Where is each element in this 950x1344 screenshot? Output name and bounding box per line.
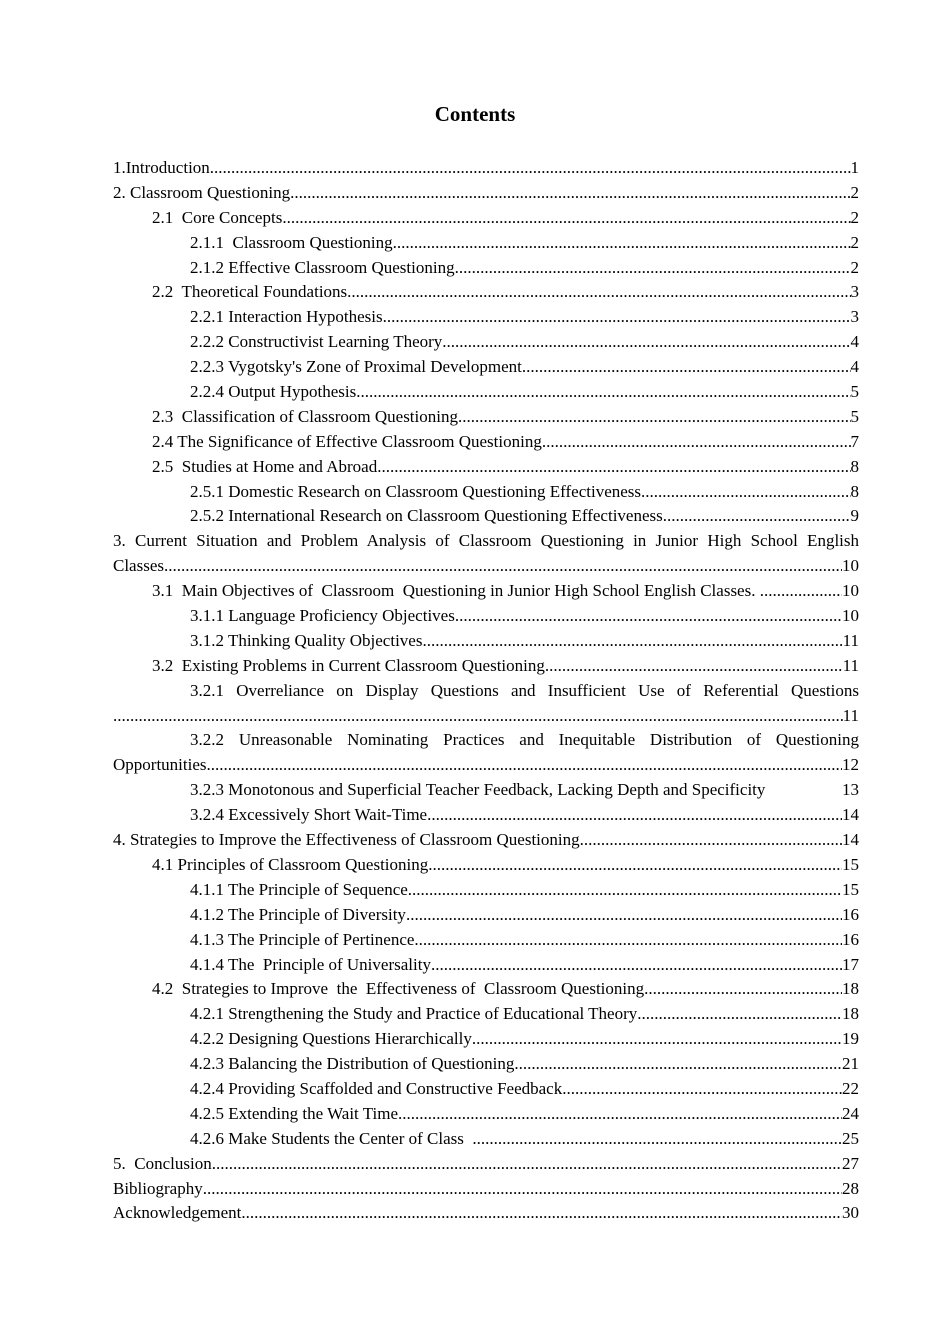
toc-dot-leader (241, 1201, 842, 1226)
toc-dot-leader (428, 853, 842, 878)
toc-page-number: 18 (842, 979, 859, 999)
toc-dot-leader (472, 1127, 842, 1152)
toc-dot-leader (393, 231, 851, 256)
toc-entry-title: 2. Classroom Questioning (113, 182, 291, 202)
toc-entry-title: 3.2.1 Overreliance on Display Questions and Insufficient Use of Referential Questions (190, 680, 859, 700)
toc-page-number: 5 (850, 406, 859, 426)
toc-dot-leader (455, 256, 851, 281)
toc-entry[interactable] (113, 928, 859, 953)
toc-entry-title: 3.1.1 Language Proficiency Objectives (190, 606, 455, 626)
toc-page-number: 4 (850, 357, 859, 377)
toc-entry[interactable] (113, 828, 859, 853)
toc-entry-title: Opportunities (113, 755, 207, 775)
toc-dot-leader (514, 1052, 842, 1077)
toc-dot-leader (542, 430, 851, 455)
toc-entry[interactable] (113, 853, 859, 878)
toc-entry[interactable] (113, 231, 859, 256)
toc-entry-title: 2.5.1 Domestic Research on Classroom Questioning Effectiveness (190, 481, 642, 501)
toc-entry[interactable] (113, 355, 859, 380)
toc-entry[interactable] (113, 1177, 859, 1202)
toc-entry-title: 2.4 The Significance of Effective Classroom Questioning (152, 431, 542, 451)
toc-dot-leader (641, 480, 850, 505)
toc-page-number: 11 (842, 655, 859, 675)
toc-entry-title: 2.1.1 Classroom Questioning (190, 232, 393, 252)
toc-page-number: 17 (842, 954, 859, 974)
toc-entry[interactable] (113, 803, 859, 828)
toc-entry[interactable] (113, 629, 859, 654)
toc-page-number: 1 (850, 158, 859, 177)
toc-entry[interactable] (113, 430, 859, 455)
toc-entry-title: 4.2 Strategies to Improve the Effectiveness of Classroom Questioning (152, 979, 645, 999)
toc-entry[interactable] (113, 554, 859, 579)
toc-dot-leader (383, 305, 851, 330)
toc-entry-title: 2.3 Classification of Classroom Questioning (152, 406, 458, 426)
toc-entry[interactable] (113, 878, 859, 903)
toc-page-number: 27 (842, 1153, 859, 1173)
toc-entry[interactable] (113, 156, 859, 181)
toc-page-number: 8 (850, 481, 859, 501)
toc-entry-title: 4.2.3 Balancing the Distribution of Questioning (190, 1054, 515, 1074)
toc-dot-leader (663, 504, 851, 529)
toc-entry[interactable] (113, 1052, 859, 1077)
toc-page-number: 19 (842, 1029, 859, 1049)
toc-entry-title: 1.Introduction (113, 158, 210, 177)
toc-dot-leader (545, 654, 843, 679)
toc-entry[interactable] (113, 728, 859, 753)
toc-page-number: 2 (850, 232, 859, 252)
toc-dot-leader (580, 828, 842, 853)
toc-entry[interactable] (113, 977, 859, 1002)
toc-dot-leader (207, 753, 843, 778)
toc-entry[interactable] (113, 529, 859, 554)
toc-page-number: 30 (842, 1203, 859, 1223)
toc-entry-title: 4.2.5 Extending the Wait Time (190, 1103, 398, 1123)
toc-page-number: 2 (850, 207, 859, 227)
toc-dot-leader (422, 629, 842, 654)
toc-entry-title: 2.2.1 Interaction Hypothesis (190, 307, 383, 327)
toc-entry-title: 3.1.2 Thinking Quality Objectives (190, 630, 423, 650)
toc-page-number: 2 (850, 257, 859, 277)
toc-entry-title: 5. Conclusion (113, 1153, 212, 1173)
toc-entry-title: 3.2.2 Unreasonable Nominating Practices and Inequitable Distribution of Questioning (190, 730, 859, 750)
toc-entry[interactable] (113, 654, 859, 679)
toc-page-number: 18 (842, 1004, 859, 1024)
toc-dot-leader (347, 280, 850, 305)
toc-entry[interactable] (113, 1077, 859, 1102)
toc-dot-leader (408, 878, 842, 903)
toc-page-number: 28 (842, 1178, 859, 1198)
toc-page-number: 2 (850, 182, 859, 202)
toc-page-number: 13 (842, 780, 859, 800)
toc-dot-leader (164, 554, 842, 579)
toc-dot-leader (562, 1077, 842, 1102)
toc-page-number: 9 (850, 506, 859, 526)
toc-entry-title: 4.1.2 The Principle of Diversity (190, 904, 406, 924)
toc-entry-title: 3.2.4 Excessively Short Wait-Time (190, 805, 428, 825)
toc-page-number: 10 (842, 581, 859, 601)
toc-entry[interactable] (113, 405, 859, 430)
toc-entry[interactable] (113, 1152, 859, 1177)
toc-page-number: 8 (850, 456, 859, 476)
toc-page-number: 15 (842, 879, 859, 899)
toc-entry-title: 2.1 Core Concepts (152, 207, 283, 227)
toc-dot-leader (282, 206, 850, 231)
toc-page-number: 15 (842, 854, 859, 874)
toc-entry[interactable] (113, 604, 859, 629)
toc-entry[interactable] (113, 953, 859, 978)
toc-dot-leader (427, 803, 842, 828)
toc-dot-leader (764, 579, 842, 604)
toc-dot-leader (414, 928, 842, 953)
toc-dot-leader (203, 1177, 842, 1202)
toc-entry[interactable] (113, 305, 859, 330)
toc-dot-leader (406, 903, 842, 928)
toc-entry-title: 4.1.4 The Principle of Universality (190, 954, 431, 974)
toc-entry-title: 3.2 Existing Problems in Current Classroom Questioning (152, 655, 545, 675)
toc-page-number: 10 (842, 606, 859, 626)
toc-entry[interactable] (113, 280, 859, 305)
toc-entry-title: 2.2 Theoretical Foundations (152, 282, 348, 302)
toc-entry[interactable] (113, 1201, 859, 1226)
toc-page-number: 3 (850, 282, 859, 302)
toc-dot-leader (377, 455, 850, 480)
toc-dot-leader (644, 977, 842, 1002)
toc-entry-title: 2.2.2 Constructivist Learning Theory (190, 332, 443, 352)
toc-entry-title: 4.1.3 The Principle of Pertinence (190, 929, 415, 949)
toc-entry[interactable] (113, 380, 859, 405)
toc-entry-title: Acknowledgement (113, 1203, 242, 1223)
toc-entry-title: 3.2.3 Monotonous and Superficial Teacher Feedback, Lacking Depth and Specificity (190, 780, 766, 800)
toc-dot-leader (398, 1102, 842, 1127)
toc-page-number: 10 (842, 556, 859, 576)
toc-page-number: 11 (842, 630, 859, 650)
toc-dot-leader (356, 380, 850, 405)
toc-entry[interactable] (113, 903, 859, 928)
toc-entry-title: 4.1.1 The Principle of Sequence (190, 879, 408, 899)
toc-entry[interactable] (113, 704, 859, 729)
toc-entry-title: 3. Current Situation and Problem Analysis of Classroom Questioning in Junior High School English (113, 531, 859, 551)
toc-entry[interactable] (113, 679, 859, 704)
toc-page-number: 16 (842, 904, 859, 924)
toc-dot-leader (522, 355, 851, 380)
toc-page-number: 11 (842, 705, 859, 725)
toc-entry[interactable] (113, 181, 859, 206)
toc-page-number: 3 (850, 307, 859, 327)
toc-page-number: 12 (842, 755, 859, 775)
toc-entry[interactable] (113, 330, 859, 355)
toc-entry-title: 4.2.4 Providing Scaffolded and Constructive Feedback (190, 1078, 563, 1098)
toc-entry-title: Classes (113, 556, 164, 576)
toc-page-number: 25 (842, 1128, 859, 1148)
toc-dot-leader (637, 1002, 842, 1027)
toc-dot-leader (458, 405, 851, 430)
toc-page-number: 7 (850, 431, 859, 451)
toc-entry-title: 2.5 Studies at Home and Abroad (152, 456, 378, 476)
toc-entry-title: 2.1.2 Effective Classroom Questioning (190, 257, 455, 277)
toc-entry[interactable] (113, 1002, 859, 1027)
toc-page-number: 16 (842, 929, 859, 949)
toc-entry[interactable] (113, 455, 859, 480)
toc-dot-leader (455, 604, 842, 629)
toc-entry-title: 2.2.4 Output Hypothesis (190, 382, 357, 402)
toc-entry[interactable] (113, 778, 859, 803)
toc-entry-title: 4.2.6 Make Students the Center of Class (190, 1128, 473, 1148)
toc-entry[interactable] (113, 1102, 859, 1127)
toc-dot-leader (472, 1027, 842, 1052)
page-title: Contents (434, 102, 516, 126)
toc-page-number: 4 (850, 332, 859, 352)
toc-page-number: 14 (842, 830, 859, 850)
toc-entry[interactable] (113, 1127, 859, 1152)
toc-entry[interactable] (113, 480, 859, 505)
toc-entry-title: 2.5.2 International Research on Classroom Questioning Effectiveness (190, 506, 663, 526)
toc-dot-leader (212, 1152, 842, 1177)
toc-page-number: 21 (842, 1054, 859, 1074)
toc-dot-leader (431, 953, 842, 978)
toc-entry-title: 2.2.3 Vygotsky's Zone of Proximal Development (190, 357, 522, 377)
table-of-contents (113, 156, 859, 1226)
toc-entry-title: 4. Strategies to Improve the Effectiveness of Classroom Questioning (113, 830, 580, 850)
toc-entry-title: 4.1 Principles of Classroom Questioning (152, 854, 429, 874)
toc-entry[interactable] (113, 504, 859, 529)
toc-dot-leader (442, 330, 850, 355)
toc-page-number: 22 (842, 1078, 859, 1098)
toc-entry[interactable] (113, 753, 859, 778)
toc-entry-title: 3.1 Main Objectives of Classroom Questioning in Junior High School English Classes. . (152, 581, 764, 601)
toc-dot-leader (113, 704, 843, 729)
toc-page-number: 5 (850, 382, 859, 402)
toc-entry[interactable] (113, 206, 859, 231)
toc-dot-leader (290, 181, 850, 206)
toc-dot-leader (210, 156, 851, 181)
toc-entry[interactable] (113, 579, 859, 604)
toc-entry-title: 4.2.1 Strengthening the Study and Practice of Educational Theory (190, 1004, 638, 1024)
toc-page-number: 24 (842, 1103, 859, 1123)
toc-entry-title: 4.2.2 Designing Questions Hierarchically (190, 1029, 472, 1049)
toc-page-number: 14 (842, 805, 859, 825)
toc-entry[interactable] (113, 1027, 859, 1052)
toc-entry-title: Bibliography (113, 1178, 203, 1198)
toc-entry[interactable] (113, 256, 859, 281)
